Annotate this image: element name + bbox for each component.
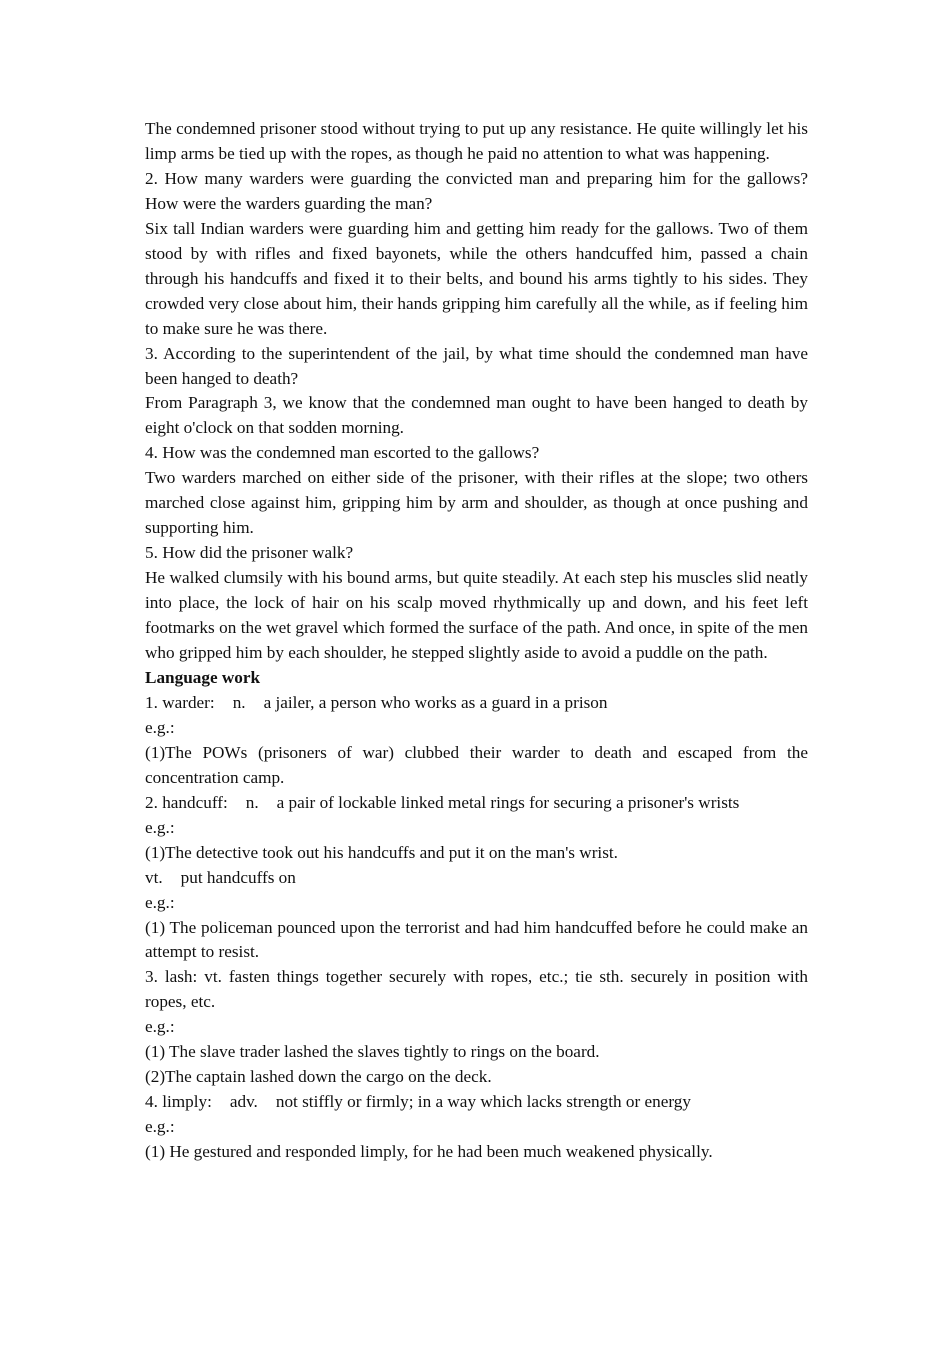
vocab-pos: n. <box>245 792 259 812</box>
question-4: 4. How was the condemned man escorted to the gallows? <box>145 443 540 463</box>
question-3: 3. According to the superintendent of the jail, by what time should the condemned man have been hanged to death? <box>145 343 808 388</box>
question-5: 5. How did the prisoner walk? <box>145 543 354 563</box>
answer-2: Six tall Indian warders were guarding him and getting him ready for the gallows. Two of them stood by with rifles and fixed bayonets, while the others handcuffed him, passed a chain through his handcuffs and fixed it to their belts, and bound his arms tightly to his sides. They crowded very close about him, their hands gripping him carefully all the while, as if feeling him to make sure he was there. <box>145 218 808 338</box>
vocab-pos: n. <box>232 692 246 712</box>
vocab-entry-handcuff-verb <box>145 866 808 891</box>
vocab-entry-warder <box>145 691 808 716</box>
eg-label: e.g.: <box>145 817 175 837</box>
section-heading: Language work <box>145 667 261 687</box>
vocab-pos: vt. <box>145 867 163 887</box>
vocab-entry-limply <box>145 1090 808 1115</box>
example-sentence: (1)The detective took out his handcuffs and put it on the man's wrist. <box>145 842 618 862</box>
answer-4: Two warders marched on either side of the prisoner, with their rifles at the slope; two others marched close against him, gripping him by arm and shoulder, as though at once pushing and supporting him. <box>145 468 808 538</box>
example-sentence: (1) He gestured and responded limply, for he had been much weakened physically. <box>145 1142 713 1162</box>
vocab-term: 2. handcuff: <box>145 792 228 812</box>
vocab-entry-lash: 3. lash: vt. fasten things together securely with ropes, etc.; tie sth. securely in position with ropes, etc. <box>145 967 808 1012</box>
answer-paragraph: The condemned prisoner stood without trying to put up any resistance. He quite willingly let his limp arms be tied up with the ropes, as though he paid no attention to what was happening. <box>145 119 808 163</box>
eg-label: e.g.: <box>145 717 175 737</box>
vocab-definition: a jailer, a person who works as a guard in a prison <box>263 692 608 712</box>
question-2: 2. How many warders were guarding the convicted man and preparing him for the gallows? How were the warders guarding the man? <box>145 168 808 213</box>
vocab-term: 1. warder: <box>145 692 215 712</box>
document-page <box>145 117 808 1165</box>
vocab-definition: put handcuffs on <box>180 867 296 887</box>
vocab-definition: not stiffly or firmly; in a way which lacks strength or energy <box>275 1092 691 1112</box>
answer-3: From Paragraph 3, we know that the condemned man ought to have been hanged to death by eight o'clock on that sodden morning. <box>145 393 808 438</box>
example-sentence: (2)The captain lashed down the cargo on the deck. <box>145 1067 492 1087</box>
vocab-term: 4. limply: <box>145 1092 212 1112</box>
example-sentence: (1) The policeman pounced upon the terrorist and had him handcuffed before he could make an attempt to resist. <box>145 917 808 962</box>
eg-label: e.g.: <box>145 892 175 912</box>
example-sentence: (1)The POWs (prisoners of war) clubbed their warder to death and escaped from the concentration camp. <box>145 742 808 787</box>
eg-label: e.g.: <box>145 1117 175 1137</box>
vocab-pos: adv. <box>229 1092 258 1112</box>
vocab-entry-handcuff <box>145 791 808 816</box>
vocab-definition: a pair of lockable linked metal rings for securing a prisoner's wrists <box>276 792 740 812</box>
answer-5: He walked clumsily with his bound arms, but quite steadily. At each step his muscles slid neatly into place, the lock of hair on his scalp moved rhythmically up and down, and his feet left footmarks on the wet gravel which formed the surface of the path. And once, in spite of the men who gripped him by each shoulder, he stepped slightly aside to avoid a puddle on the path. <box>145 568 808 663</box>
example-sentence: (1) The slave trader lashed the slaves tightly to rings on the board. <box>145 1042 600 1062</box>
eg-label: e.g.: <box>145 1017 175 1037</box>
